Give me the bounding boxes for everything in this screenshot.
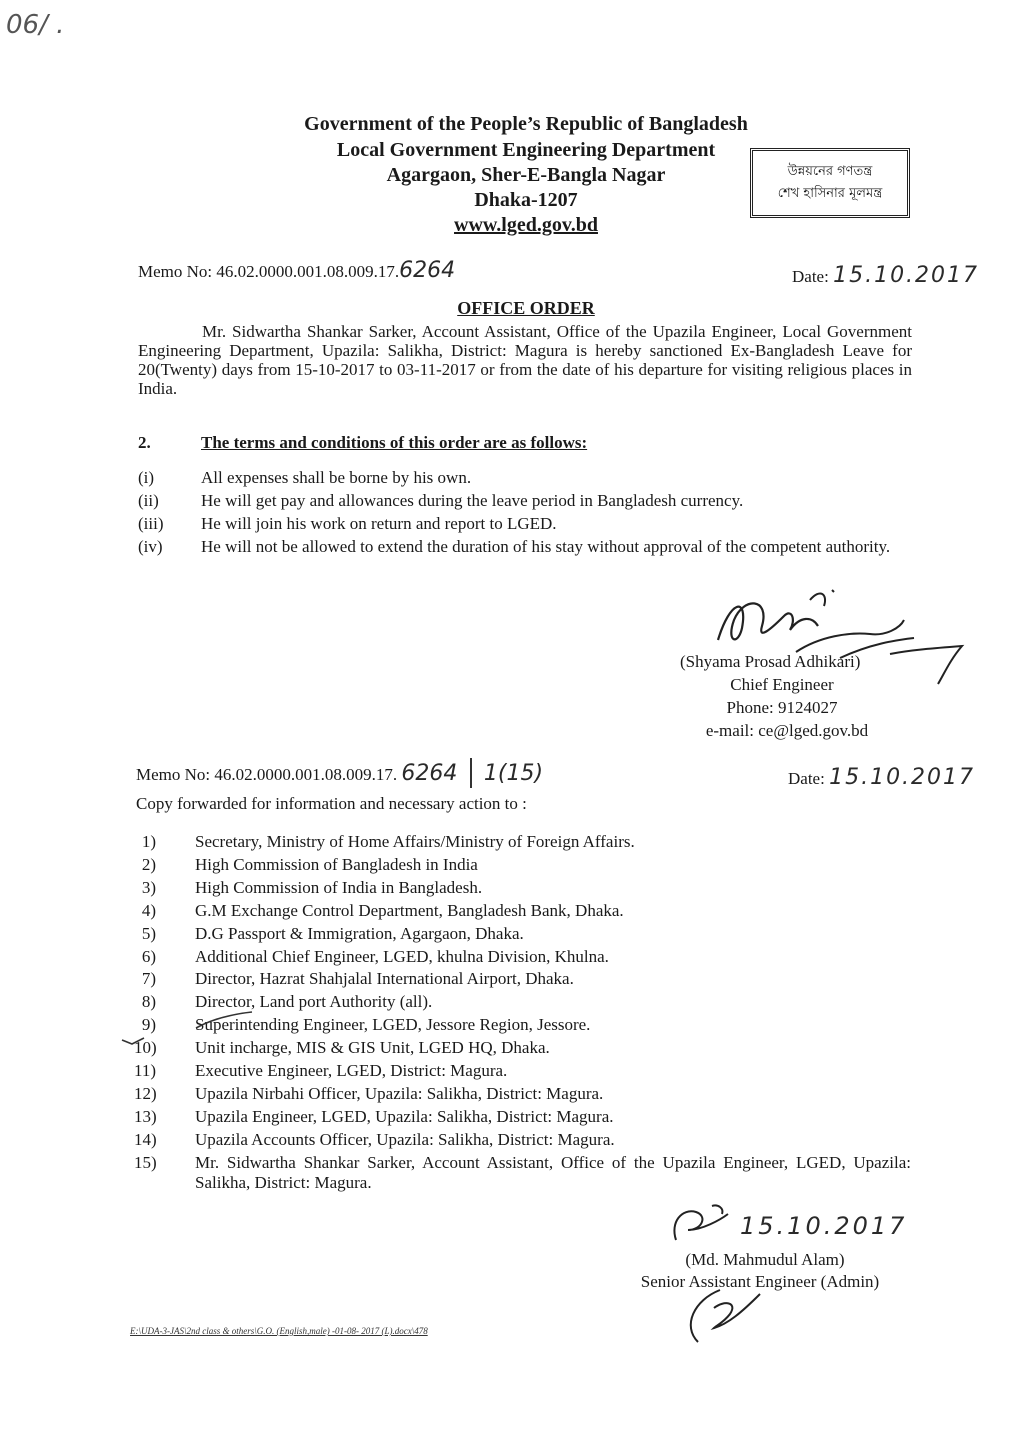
handwritten-tick-marks <box>118 1010 258 1050</box>
handwritten-date: 15.10.2017 <box>833 263 980 288</box>
memo-number-label: Memo No: 46.02.0000.001.08.009.17. <box>138 262 400 281</box>
signatory-email: e-mail: ce@lged.gov.bd <box>705 721 869 740</box>
list-number: 10) <box>134 1038 157 1058</box>
office-order-title: OFFICE ORDER <box>457 298 595 318</box>
list-number: 5) <box>141 923 156 943</box>
list-number: 13) <box>134 1106 157 1126</box>
signatory-phone: Phone: 9124027 <box>726 698 838 717</box>
memo-handwritten-number: 6264 <box>399 258 456 283</box>
memo-number-label: Memo No: 46.02.0000.001.08.009.17. <box>136 765 398 784</box>
list-number: 15) <box>134 1152 157 1172</box>
list-number: 14) <box>134 1129 157 1149</box>
signature-senior-assistant-engineer <box>662 1200 742 1250</box>
list-number: 7) <box>141 969 156 989</box>
header-government: Government of the People’s Republic of Bangladesh <box>304 113 748 135</box>
term-number: (iv) <box>138 537 163 556</box>
list-text: Mr. Sidwartha Shankar Sarker, Account Assistant, Office of the Upazila Engineer, LGED, Upazila: Salikha, District: Magura. <box>195 1152 911 1192</box>
date-label: Date: <box>792 267 829 286</box>
signature-chief-engineer <box>700 580 970 690</box>
header-department: Local Government Engineering Department <box>336 139 716 161</box>
signatory2-handwritten-date: 15.10.2017 <box>740 1212 908 1240</box>
terms-number: 2. <box>138 433 151 452</box>
list-text: Upazila Engineer, LGED, Upazila: Salikha, District: Magura. <box>195 1106 614 1126</box>
header-website: www.lged.gov.bd <box>454 214 598 236</box>
list-number: 4) <box>141 900 156 920</box>
list-number: 8) <box>141 992 156 1012</box>
term-text: He will join his work on return and report to LGED. <box>201 514 557 533</box>
terms-heading: The terms and conditions of this order are as follows: <box>201 433 588 452</box>
list-text: Director, Hazrat Shahjalal International Airport, Dhaka. <box>195 969 574 989</box>
corner-handwritten-mark: 06/ . <box>6 10 65 40</box>
order-body <box>138 322 912 398</box>
term-number: (iii) <box>138 514 164 533</box>
signatory-name: (Md. Mahmudul Alam) <box>685 1250 845 1269</box>
header-city: Dhaka-1207 <box>474 189 578 211</box>
list-text: Executive Engineer, LGED, District: Magura. <box>195 1061 508 1080</box>
signatory-name: (Shyama Prosad Adhikari) <box>680 652 861 671</box>
list-number: 3) <box>141 877 156 897</box>
list-number: 1) <box>141 832 156 851</box>
slogan-line-2: শেখ হাসিনার মূলমন্ত্র <box>777 186 883 201</box>
memo-divider <box>470 758 472 788</box>
list-number: 2) <box>141 854 156 874</box>
memo-date-1 <box>792 263 979 288</box>
list-text: Upazila Nirbahi Officer, Upazila: Salikha, District: Magura. <box>195 1083 604 1103</box>
term-number: (ii) <box>138 491 159 510</box>
date-label: Date: <box>788 769 825 788</box>
term-text: He will get pay and allowances during the leave period in Bangladesh currency. <box>201 491 744 510</box>
list-text: High Commission of Bangladesh in India <box>195 854 478 874</box>
list-text: Upazila Accounts Officer, Upazila: Salikha, District: Magura. <box>195 1129 615 1149</box>
memo-line-1 <box>138 258 455 283</box>
initials-mark <box>680 1282 770 1352</box>
list-text: Director, Land port Authority (all). <box>195 992 433 1012</box>
list-text: D.G Passport & Immigration, Agargaon, Dhaka. <box>195 923 524 943</box>
memo-line-2 <box>136 758 543 788</box>
memo-handwritten-suffix: 1(15) <box>483 761 544 786</box>
list-text: Unit incharge, MIS & GIS Unit, LGED HQ, Dhaka. <box>195 1038 550 1058</box>
slogan-box <box>750 148 910 218</box>
list-text: High Commission of India in Bangladesh. <box>195 877 483 897</box>
copy-forward-intro: Copy forwarded for information and necessary action to : <box>136 794 527 813</box>
list-number: 6) <box>141 946 156 966</box>
term-text: He will not be allowed to extend the duration of his stay without approval of the competent authority. <box>201 537 891 556</box>
footer-file-path: E:\UDA-3-JAS\2nd class & others\G.O. (English,male) -01-08- 2017 (L).docx\478 <box>130 1326 428 1336</box>
list-text: Secretary, Ministry of Home Affairs/Ministry of Foreign Affairs. <box>195 832 635 851</box>
list-number: 9) <box>141 1015 156 1035</box>
signatory-designation: Chief Engineer <box>730 675 834 694</box>
term-text: All expenses shall be borne by his own. <box>201 468 472 487</box>
signatory-designation: Senior Assistant Engineer (Admin) <box>640 1272 880 1291</box>
handwritten-date: 15.10.2017 <box>829 765 976 790</box>
list-text: Superintending Engineer, LGED, Jessore Region, Jessore. <box>195 1015 591 1035</box>
term-number: (i) <box>138 468 155 487</box>
slogan-line-1: উন্নয়নের গণতন্ত্র <box>787 164 873 179</box>
list-text: Additional Chief Engineer, LGED, khulna Division, Khulna. <box>195 946 609 966</box>
list-number: 11) <box>134 1061 157 1080</box>
terms-list <box>138 468 912 588</box>
memo-date-2 <box>788 765 975 790</box>
memo-handwritten-number: 6264 <box>401 761 458 786</box>
list-number: 12) <box>134 1083 157 1103</box>
order-body-text: Mr. Sidwartha Shankar Sarker, Account Assistant, Office of the Upazila Engineer, Local Government Engineering Department, Upazila: Salikha, District: Magura is hereby sanctioned Ex-Bangladesh Leave for 20(Twenty) days from 15-10-2017 to 03-11-2017 or from the date of his departure for visiting religious places in India. <box>138 322 912 398</box>
list-text: G.M Exchange Control Department, Bangladesh Bank, Dhaka. <box>195 900 624 920</box>
header-address: Agargaon, Sher-E-Bangla Nagar <box>386 164 666 186</box>
